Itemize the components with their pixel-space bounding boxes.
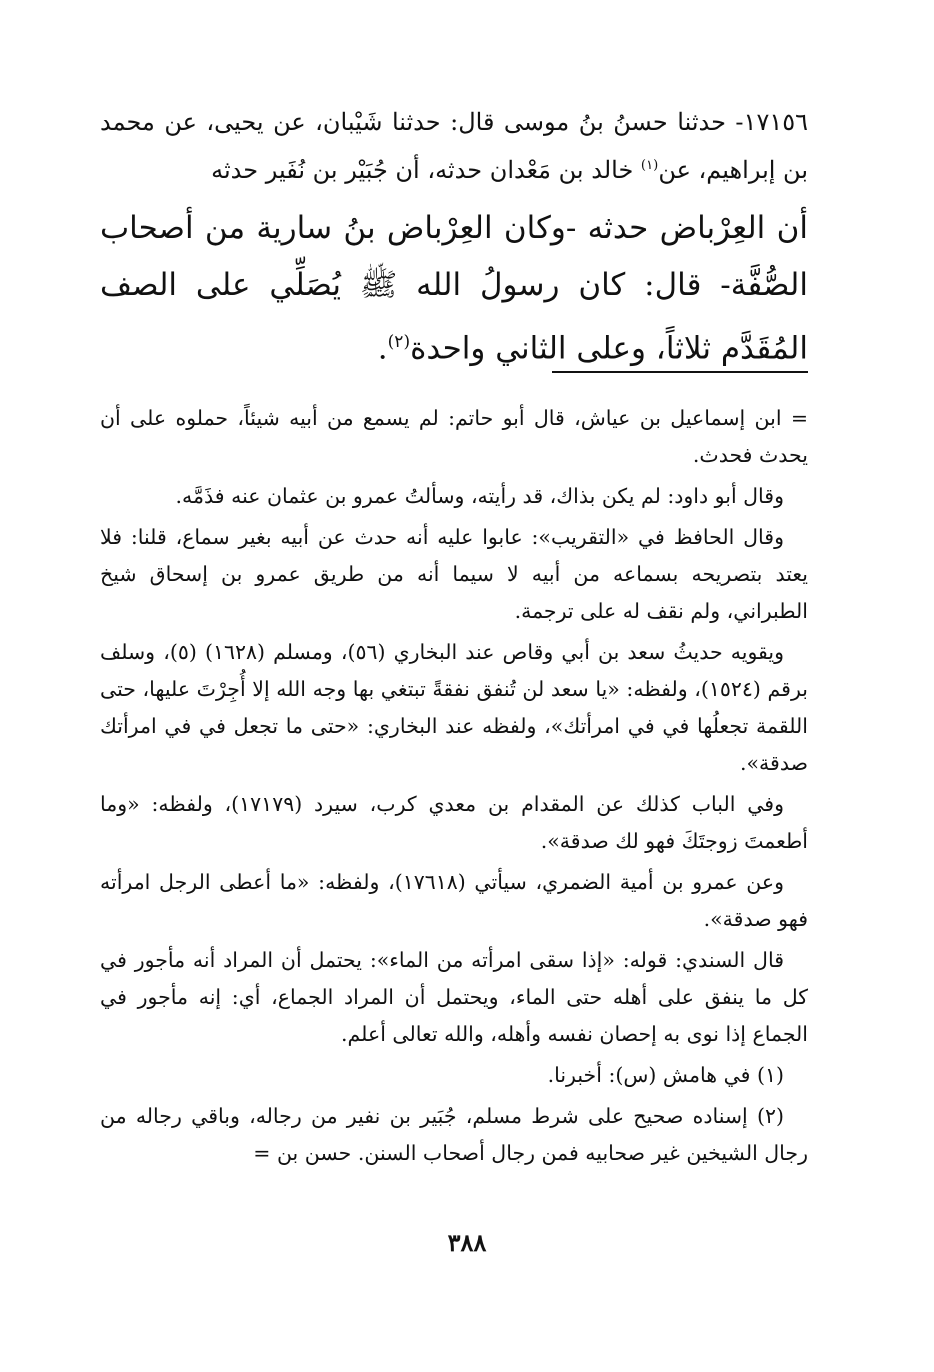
footnote-1: (١) في هامش (س): أخبرنا. — [547, 1063, 784, 1087]
matn-text: أن العِرْباض حدثه -وكان العِرْباض بنُ سارية من أصحاب الصُّفَّة- قال: كان رسولُ الله ﷺ يُصَلِّي على الصف المُقَدَّم ثلاثاً، وعلى الثاني واحدة — [100, 210, 808, 367]
footnote-paragraph: وعن عمرو بن أمية الضمري، سيأتي (١٧٦١٨)، ولفظه: «ما أعطى الرجل امرأته فهو صدقة». — [100, 870, 808, 931]
footnote-paragraph: ويقويه حديثُ سعد بن أبي وقاص عند البخاري (٥٦)، ومسلم (١٦٢٨) (٥)، وسلف برقم (١٥٢٤)، ولفظه: «يا سعد لن تُنفق نفقةً تبتغي بها وجه الله إلا أُجِرْتَ عليها، حتى اللقمة تجعلُها في في امرأتك»، ولفظه عند البخاري: «حتى ما تجعل في في امرأتك صدقة». — [100, 640, 808, 775]
footnote-paragraph: وقال الحافظ في «التقريب»: عابوا عليه أنه حدث عن أبيه بغير سماع، قلنا: فلا يعتد بتصريحه بسماعه من أبيه لا سيما أنه من طريق عمرو بن إسحاق شيخ الطبراني، ولم نقف له على ترجمة. — [100, 525, 808, 623]
footnote-paragraph: وفي الباب كذلك عن المقدام بن معدي كرب، سيرد (١٧١٧٩)، ولفظه: «وما أطعمتَ زوجتَكَ فهو لك صدقة». — [100, 792, 808, 853]
footnote-continuation: = ابن إسماعيل بن عياش، قال أبو حاتم: لم يسمع من أبيه شيئاً، حملوه على أن يحدث فحدث. — [100, 406, 808, 467]
footnote-paragraph: وقال أبو داود: لم يكن بذاك، قد رأيته، وسألتُ عمرو بن عثمان عنه فذَمَّه. — [175, 484, 784, 508]
footnote-divider — [552, 371, 808, 373]
footnote-ref-1: (١) — [640, 158, 659, 173]
hadith-matn — [100, 200, 808, 377]
footnote-paragraph: قال السندي: قوله: «إذا سقى امرأته من الماء»: يحتمل أن المراد أنه مأجور في كل ما ينفق على أهله حتى الماء، ويحتمل أن المراد الجماع، أي: إنه مأجور في الجماع إذا نوى به إحصان نفسه وأهله، والله تعالى أعلم. — [100, 948, 808, 1046]
footnote-ref-2: (٢) — [387, 332, 411, 352]
footnotes — [100, 400, 808, 1176]
isnad-text-continued: خالد بن مَعْدان حدثه، أن جُبَيْر بن نُفَير حدثه — [211, 156, 641, 184]
matn-end: . — [377, 330, 388, 367]
hadith-isnad — [100, 100, 808, 192]
footnote-2: (٢) إسناده صحيح على شرط مسلم، جُبَير بن نفير من رجاله، وباقي رجاله من رجال الشيخين غير صحابيه فمن رجال أصحاب السنن. حسن بن = — [100, 1104, 808, 1165]
isnad-text: ١٧١٥٦- حدثنا حسنُ بنُ موسى قال: حدثنا شَيْبان، عن يحيى، عن محمد بن إبراهيم، عن — [100, 108, 808, 184]
page-number: ٣٨٨ — [447, 1228, 487, 1257]
